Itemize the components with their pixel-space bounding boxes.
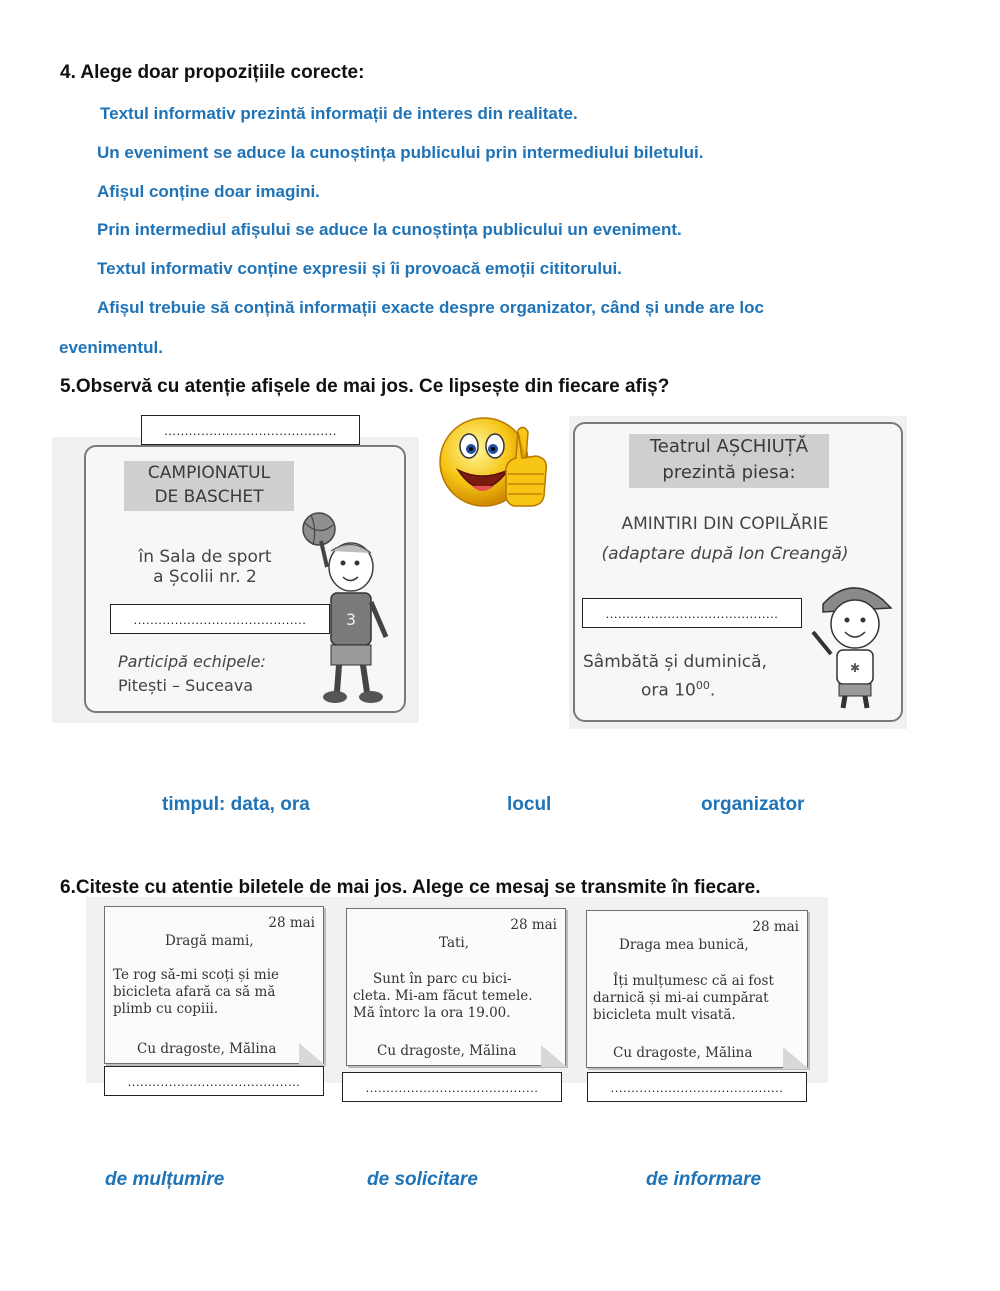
poster-theatre-time [641, 679, 715, 701]
q4-heading: 4. Alege doar propozițiile corecte: [60, 62, 365, 83]
note-1-signature: Cu dragoste, Mălina [137, 1041, 277, 1057]
note-2-body [353, 971, 559, 1022]
note-2-folded-corner [541, 1045, 567, 1067]
q4-statement-3[interactable]: Afișul conține doar imagini. [97, 182, 320, 201]
poster-theatre-scan [569, 416, 907, 729]
poster-theatre-title-line1: Teatrul AȘCHIUȚĂ [649, 436, 809, 457]
poster-theatre-play: AMINTIRI DIN COPILĂRIE [621, 514, 829, 534]
note-2-body-line1: Sunt în parc cu bici- [373, 971, 512, 987]
q4-statement-6-cont[interactable]: evenimentul. [59, 338, 163, 357]
note-3-body-line1: Îți mulțumesc că ai fost [613, 973, 774, 989]
note-1-body-line1: Te rog să-mi scoți și mie [113, 967, 279, 983]
note-3 [586, 910, 808, 1068]
q6-option-inform[interactable]: de informare [646, 1169, 762, 1190]
note3-answer-box[interactable]: .......................................... [587, 1072, 807, 1102]
poster1-middle-answer-box[interactable]: .......................................... [110, 604, 330, 634]
poster-theatre-subtitle: (adaptare după Ion Creangă) [601, 544, 849, 564]
poster-theatre-title [629, 434, 829, 488]
poster1-top-answer-box[interactable]: .......................................... [141, 415, 360, 445]
q5-option-time[interactable]: timpul: data, ora [162, 794, 310, 815]
poster-basketball-scan [52, 437, 419, 723]
note2-answer-box[interactable]: .......................................... [342, 1072, 562, 1102]
note-2-body-line3: Mă întorc la ora 19.00. [353, 1005, 511, 1021]
poster-basketball-place-line1: în Sala de sport [138, 547, 272, 567]
note-2-date: 28 mai [510, 917, 557, 933]
q6-option-request[interactable]: de solicitare [367, 1169, 478, 1190]
poster-basketball-title-line2: DE BASCHET [154, 487, 264, 507]
q5-option-organizer[interactable]: organizator [701, 794, 805, 815]
note-1-greeting: Dragă mami, [165, 933, 254, 949]
q4-statement-5[interactable]: Textul informativ conține expresii și îi provoacă emoții cititorului. [97, 259, 622, 278]
q5-option-place[interactable]: locul [507, 794, 552, 815]
poster-basketball-title-line1: CAMPIONATUL [147, 463, 271, 483]
note-3-date: 28 mai [752, 919, 799, 935]
poster-theatre-time-sup: 00 [695, 679, 710, 692]
note-1-body-line2: bicicleta afară ca să mă [113, 984, 276, 1000]
q4-statement-2[interactable]: Un eveniment se aduce la cunoștința publicului prin intermediului biletului. [97, 143, 704, 162]
poster-basketball-title [124, 461, 294, 511]
boy-illustration [801, 574, 901, 714]
q6-heading: 6.Citeste cu atentie biletele de mai jos. Alege ce mesaj se transmite în fiecare. [60, 877, 761, 897]
poster-theatre-days: Sâmbătă și duminică, [583, 652, 767, 672]
poster-basketball-place-line2: a Școlii nr. 2 [153, 567, 257, 587]
note-2-greeting: Tati, [439, 935, 470, 951]
svg-text:3: 3 [345, 610, 357, 629]
note-1-body-line3: plimb cu copiii. [113, 1001, 219, 1017]
q4-statement-6[interactable]: Afișul trebuie să conțină informații exacte despre organizator, când și unde are loc [97, 298, 764, 317]
note-3-signature: Cu dragoste, Mălina [613, 1045, 753, 1061]
note-3-folded-corner [783, 1047, 809, 1069]
note-2-body-line2: cleta. Mi-am făcut temele. [353, 988, 533, 1004]
poster-basketball-teams-label: Participă echipele: [118, 652, 266, 671]
note-1-folded-corner [299, 1043, 325, 1065]
note-3-greeting: Draga mea bunică, [619, 937, 749, 953]
note-3-body-line3: bicicleta mult visată. [593, 1007, 736, 1023]
q6-option-thanks[interactable]: de mulțumire [105, 1169, 225, 1190]
svg-text:✱: ✱ [849, 661, 861, 675]
poster-basketball-teams: Pitești – Suceava [118, 676, 254, 695]
poster-theatre [573, 422, 903, 722]
poster-basketball [84, 445, 406, 713]
poster-theatre-time-suffix: . [709, 680, 716, 701]
poster-theatre-title-line2: prezintă piesa: [662, 462, 796, 483]
note-1-body [113, 967, 317, 1018]
note-1 [104, 906, 324, 1064]
note-2 [346, 908, 566, 1066]
q4-statement-1[interactable]: Textul informativ prezintă informații de interes din realitate. [100, 104, 578, 123]
poster-theatre-time-prefix: ora 10 [641, 680, 696, 701]
note-2-signature: Cu dragoste, Mălina [377, 1043, 517, 1059]
note-1-date: 28 mai [268, 915, 315, 931]
poster-basketball-place [130, 547, 280, 587]
note1-answer-box[interactable]: .......................................... [104, 1066, 324, 1096]
q5-heading: 5.Observă cu atenție afișele de mai jos. Ce lipsește din fiecare afiș? [60, 376, 670, 397]
poster2-answer-box[interactable]: .......................................... [582, 598, 802, 628]
note-3-body-line2: darnică și mi-ai cumpărat [593, 990, 769, 1006]
q4-statement-4[interactable]: Prin intermediul afișului se aduce la cunoștința publicului un eveniment. [97, 220, 682, 239]
note-3-body [593, 973, 801, 1024]
smiley-thumbs-up-icon [436, 410, 554, 514]
